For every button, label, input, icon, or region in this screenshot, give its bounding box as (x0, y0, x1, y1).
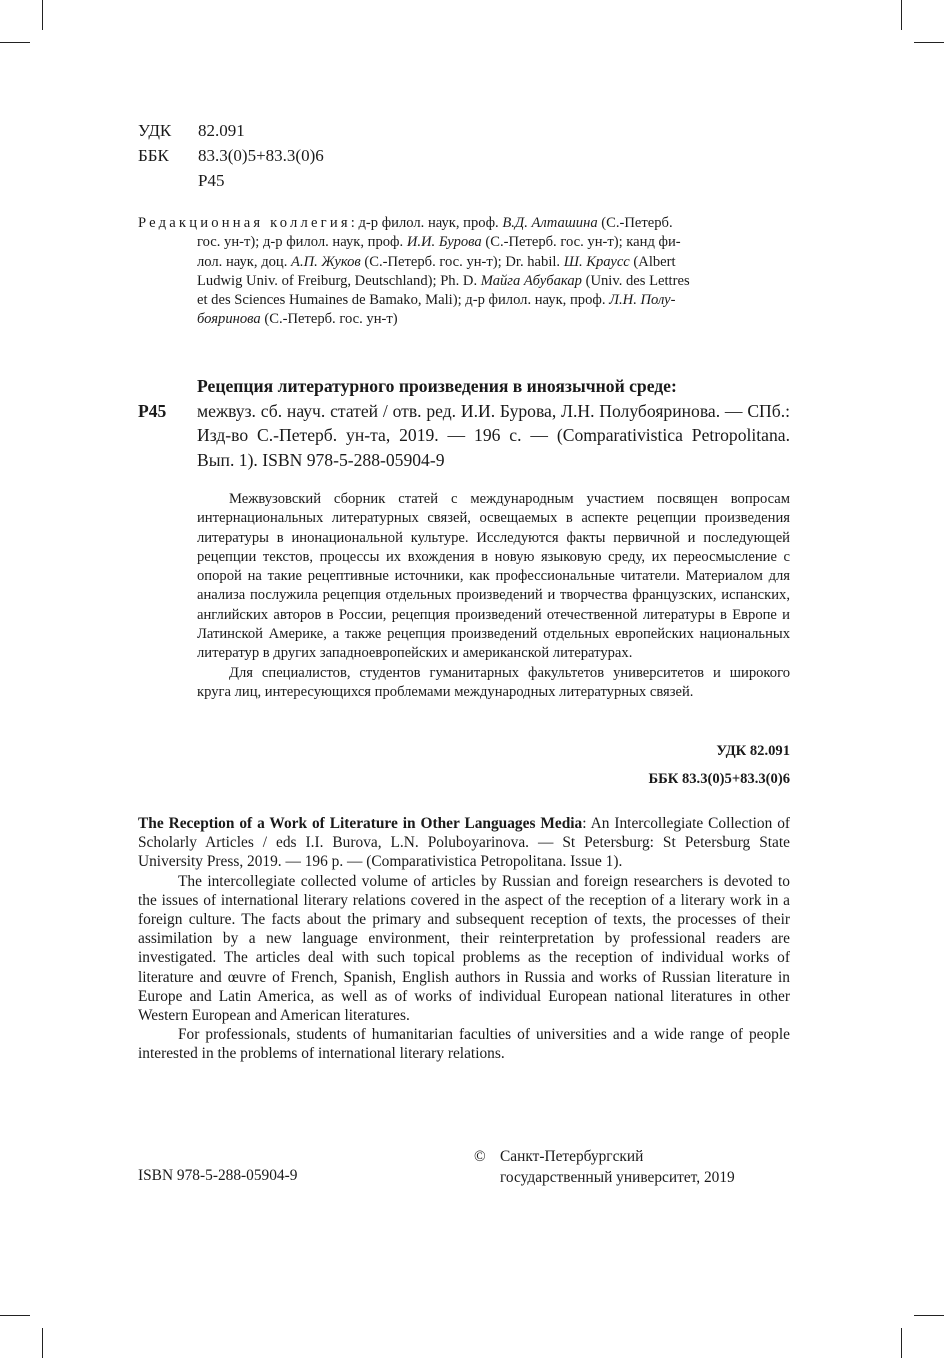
board-name: Майга Абубакар (480, 272, 582, 289)
english-paragraph-2: For professionals, students of humanitarian faculties of universities and a wide range of people interested in the problems of international literary relations. (138, 1026, 790, 1063)
annotation-udk: УДК 82.091 (716, 743, 790, 759)
copyright-notice (474, 1146, 735, 1188)
board-text: (С.-Петерб. (597, 215, 673, 231)
book-title (138, 374, 790, 399)
udk-label: УДК (138, 121, 172, 140)
crop-mark-top-left-h (0, 42, 30, 43)
bbk-value: 83.3(0)5+83.3(0)6 (198, 146, 324, 165)
board-line-1 (138, 214, 790, 233)
isbn: ISBN 978-5-288-05904-9 (138, 1167, 298, 1184)
annotation-russian (197, 490, 790, 702)
classification-block (138, 118, 324, 193)
annotation-paragraph-1: Межвузовский сборник статей с международным участием посвящен вопросам интернациональных литературных связей, освещаемых в аспекте рецепции произведения литературы в инонациональной культуре. Исследуются факты первичной и последующей рецепции текстов, процессы их вхождения в новую языковую среду, их переосмысление с опорой на такие рецептивные источники, как профессиональные читатели. Материалом для анализа послужила рецепция отдельных произведений и творчества французских, испанских, английских авторов в России, рецепция произведений отечественной литературы в Европе и Латинской Америке, а также рецепция произведений отдельных европейских национальных литератур в других западноевропейских и американской литературах. (197, 491, 790, 662)
board-text: (С.-Петерб. гос. ун-т) (260, 311, 398, 328)
board-name: Л.Н. Полу- (609, 292, 676, 309)
title-colon: : (671, 376, 677, 396)
publisher-line-2: государственный университет, 2019 (500, 1169, 735, 1186)
board-name: В.Д. Алташина (502, 215, 598, 231)
board-continuation (138, 233, 790, 329)
annotation-paragraph-2: Для специалистов, студентов гуманитарных факультетов университетов и широкого круга лиц, интересующихся проблемами международных литературных связей. (197, 664, 790, 700)
crop-mark-bottom-left-h (0, 1315, 30, 1316)
crop-mark-top-left-v (42, 0, 43, 30)
editorial-board (138, 214, 790, 330)
english-citation-rest: : An Intercollegiate Collection of Scholarly Articles / eds I.I. Burova, L.N. Poluboyarinova. — St Petersburg: St Petersburg State University Press, 2019. — 196 p. — (Comparativistica Petropolitana. Issue 1). (138, 815, 791, 871)
crop-mark-top-right-h (914, 42, 944, 43)
bibliographic-description (138, 374, 790, 472)
bbk-label: ББК (138, 146, 169, 165)
english-description (138, 814, 790, 1064)
board-text: гос. ун-т); д-р филол. наук, проф. (197, 234, 407, 251)
description-details: межвуз. сб. науч. статей / отв. ред. И.И. Бурова, Л.Н. Полубояринова. — СПб.: Изд-во С.-Петерб. ун-та, 2019. — 196 с. — (Comparativistica Petropolitana. Вып. 1). ISBN 978-5-288-05904-9 (197, 400, 790, 470)
bbk-row (138, 143, 324, 168)
board-name: бояринова (197, 311, 261, 328)
board-name: А.П. Жуков (291, 253, 361, 270)
english-title: The Reception of a Work of Literature in Other Languages Media (138, 815, 583, 832)
english-citation (138, 814, 790, 872)
board-text: (Univ. des Lettres (581, 272, 690, 289)
publisher-line-1: Санкт-Петербургский (500, 1148, 644, 1165)
board-text: (С.-Петерб. гос. ун-т); Dr. habil. (360, 253, 564, 270)
board-text: : д-р филол. наук, проф. (350, 215, 503, 231)
udk-value: 82.091 (198, 121, 245, 140)
book-title-text: Рецепция литературного произведения в иноязычной среде (197, 376, 671, 396)
crop-mark-bottom-right-h (914, 1315, 944, 1316)
board-name: Ш. Краусс (563, 253, 630, 270)
udk-row (138, 118, 324, 143)
description-author-mark: Р45 (138, 400, 167, 421)
annotation-bbk: ББК 83.3(0)5+83.3(0)6 (648, 771, 790, 787)
author-mark-row (138, 168, 324, 193)
english-paragraph-1: The intercollegiate collected volume of articles by Russian and foreign researchers is devoted to the issues of international literary relations covered in the aspect of the reception of a literary work in a foreign culture. The facts about the primary and subsequent reception of texts, the processes of their assimilation by a new language environment, their reinterpretation by professional readers are investigated. The articles deal with such topical problems as the reception of individual works of literature and œuvre of French, Spanish, English authors in Russia and works of Russian literature in Europe and Latin America, as well as of works of individual European national literatures in other Western European and American literatures. (138, 872, 790, 1025)
board-name: И.И. Бурова (406, 234, 482, 251)
author-mark: Р45 (198, 171, 225, 190)
board-label: Редакционная коллегия (138, 215, 351, 231)
board-text: (Albert (629, 253, 676, 270)
copyright-symbol: © (474, 1148, 486, 1165)
crop-mark-bottom-left-v (42, 1328, 43, 1358)
board-text: et des Sciences Humaines de Bamako, Mali); д-р филол. наук, проф. (197, 292, 610, 309)
crop-mark-bottom-right-v (901, 1328, 902, 1358)
board-text: (С.-Петерб. гос. ун-т); канд фи- (481, 234, 681, 251)
board-text: лол. наук, доц. (197, 253, 292, 270)
board-text: Ludwig Univ. of Freiburg, Deutschland); Ph. D. (197, 272, 481, 289)
crop-mark-top-right-v (901, 0, 902, 30)
